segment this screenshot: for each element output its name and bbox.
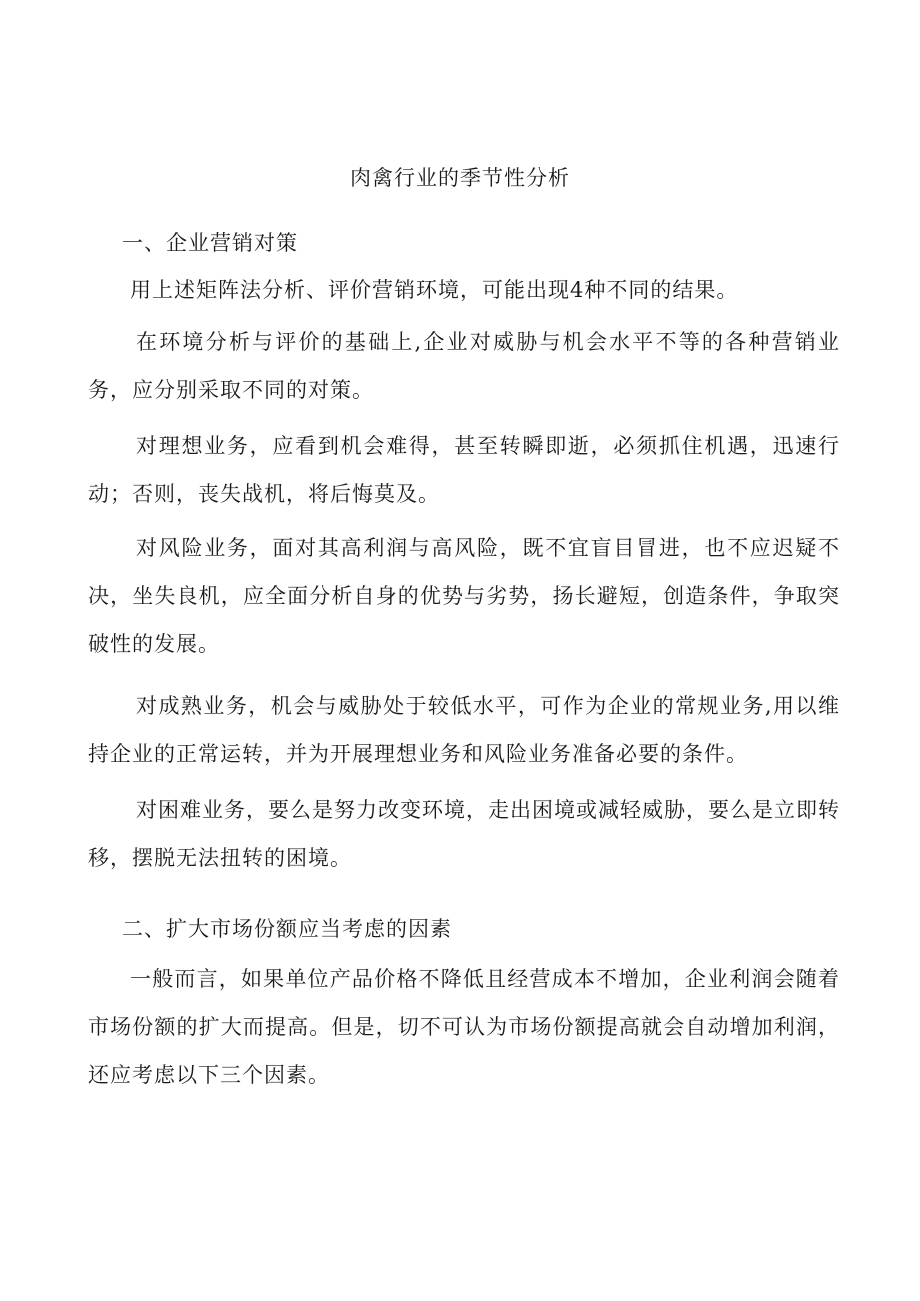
paragraph: 对成熟业务，机会与威胁处于较低水平，可作为企业的常规业务,用以维持企业的正常运转，并为开展理想业务和风险业务准备必要的条件。 [88,694,840,766]
paragraph: 一般而言，如果单位产品价格不降低且经营成本不增加，企业利润会随着市场份额的扩大而提高。但是，切不可认为市场份额提高就会自动增加利润，还应考虑以下三个因素。 [88,967,840,1087]
paragraph: 在环境分析与评价的基础上,企业对威胁与机会水平不等的各种营销业务，应分别采取不同的对策。 [88,330,840,402]
section-heading: 二、扩大市场份额应当考虑的因素 [122,917,452,941]
paragraph: 用上述矩阵法分析、评价营销环境，可能出现4种不同的结果。 [130,278,739,302]
section-heading: 一、企业营销对策 [122,231,298,255]
document-title: 肉禽行业的季节性分析 [350,166,570,190]
paragraph: 对理想业务，应看到机会难得，甚至转瞬即逝，必须抓住机遇，迅速行动；否则，丧失战机，将后悔莫及。 [88,434,840,506]
paragraph: 对风险业务，面对其高利润与高风险，既不宜盲目冒进，也不应迟疑不决，坐失良机，应全面分析自身的优势与劣势，扬长避短，创造条件，争取突破性的发展。 [88,536,840,656]
paragraph: 对困难业务，要么是努力改变环境，走出困境或减轻威胁，要么是立即转移，摆脱无法扭转的困境。 [88,798,840,870]
